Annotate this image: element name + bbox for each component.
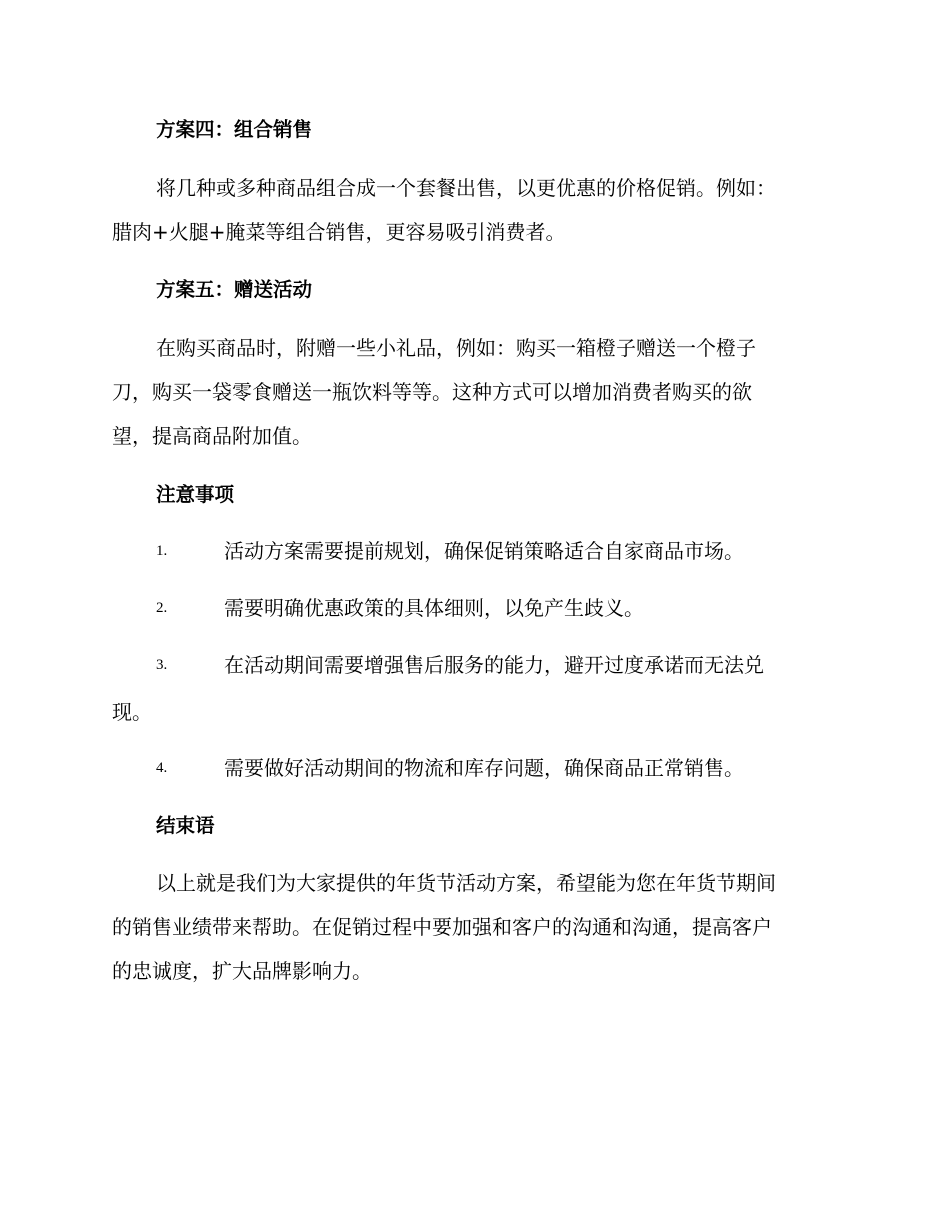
plan5-paragraph-line: 望，提高商品附加值。 bbox=[112, 424, 312, 448]
plan4-heading: 方案四：组合销售 bbox=[156, 118, 313, 141]
list-item: 活动方案需要提前规划，确保促销策略适合自家商品市场。 bbox=[224, 539, 744, 563]
plan5-heading: 方案五：赠送活动 bbox=[156, 278, 313, 301]
conclusion-paragraph-line: 的忠诚度，扩大品牌影响力。 bbox=[112, 959, 372, 983]
plan5-paragraph-line: 刀，购买一袋零食赠送一瓶饮料等等。这种方式可以增加消费者购买的欲 bbox=[112, 380, 752, 404]
list-item: 需要明确优惠政策的具体细则，以免产生歧义。 bbox=[224, 596, 644, 620]
list-item-number: 4. bbox=[156, 760, 168, 776]
list-item: 在活动期间需要增强售后服务的能力，避开过度承诺而无法兑 bbox=[224, 653, 764, 677]
notes-heading: 注意事项 bbox=[156, 483, 235, 506]
plan4-paragraph-line: 腊肉+火腿+腌菜等组合销售，更容易吸引消费者。 bbox=[112, 220, 566, 244]
list-item-continuation: 现。 bbox=[112, 700, 152, 724]
conclusion-paragraph-line: 以上就是我们为大家提供的年货节活动方案，希望能为您在年货节期间 bbox=[156, 871, 776, 895]
list-item-number: 3. bbox=[156, 657, 168, 673]
plan4-paragraph-line: 将几种或多种商品组合成一个套餐出售，以更优惠的价格促销。例如： bbox=[156, 176, 776, 200]
plan5-paragraph-line: 在购买商品时，附赠一些小礼品，例如：购买一箱橙子赠送一个橙子 bbox=[156, 336, 756, 360]
list-item: 需要做好活动期间的物流和库存问题，确保商品正常销售。 bbox=[224, 756, 744, 780]
conclusion-heading: 结束语 bbox=[156, 814, 215, 837]
list-item-number: 1. bbox=[156, 543, 168, 559]
conclusion-paragraph-line: 的销售业绩带来帮助。在促销过程中要加强和客户的沟通和沟通，提高客户 bbox=[112, 915, 772, 939]
list-item-number: 2. bbox=[156, 600, 168, 616]
